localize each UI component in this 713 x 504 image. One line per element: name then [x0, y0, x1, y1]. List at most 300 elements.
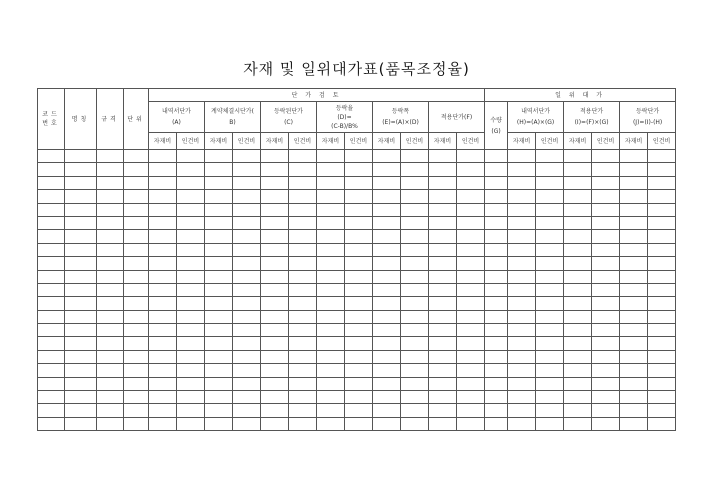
- table-cell[interactable]: [65, 297, 97, 310]
- table-cell[interactable]: [65, 417, 97, 430]
- table-cell[interactable]: [97, 350, 124, 363]
- table-cell[interactable]: [177, 150, 205, 163]
- table-cell[interactable]: [457, 283, 485, 296]
- table-cell[interactable]: [317, 337, 345, 350]
- table-cell[interactable]: [564, 243, 592, 256]
- table-cell[interactable]: [457, 230, 485, 243]
- table-cell[interactable]: [177, 243, 205, 256]
- table-cell[interactable]: [401, 337, 429, 350]
- table-cell[interactable]: [261, 324, 289, 337]
- table-cell[interactable]: [233, 350, 261, 363]
- table-cell[interactable]: [373, 377, 401, 390]
- table-cell[interactable]: [317, 270, 345, 283]
- table-cell[interactable]: [536, 203, 564, 216]
- table-cell[interactable]: [149, 377, 177, 390]
- table-cell[interactable]: [564, 203, 592, 216]
- table-cell[interactable]: [536, 350, 564, 363]
- table-cell[interactable]: [149, 283, 177, 296]
- table-cell[interactable]: [65, 243, 97, 256]
- table-cell[interactable]: [620, 257, 648, 270]
- table-cell[interactable]: [592, 230, 620, 243]
- table-cell[interactable]: [205, 203, 233, 216]
- table-cell[interactable]: [261, 350, 289, 363]
- table-cell[interactable]: [485, 391, 508, 404]
- table-cell[interactable]: [124, 364, 149, 377]
- table-cell[interactable]: [289, 350, 317, 363]
- table-cell[interactable]: [592, 404, 620, 417]
- table-cell[interactable]: [457, 203, 485, 216]
- table-cell[interactable]: [373, 404, 401, 417]
- table-cell[interactable]: [65, 163, 97, 176]
- table-cell[interactable]: [317, 257, 345, 270]
- table-cell[interactable]: [620, 176, 648, 189]
- table-cell[interactable]: [429, 283, 457, 296]
- table-cell[interactable]: [317, 391, 345, 404]
- table-cell[interactable]: [429, 310, 457, 323]
- table-cell[interactable]: [592, 337, 620, 350]
- table-cell[interactable]: [373, 243, 401, 256]
- table-cell[interactable]: [564, 417, 592, 430]
- table-cell[interactable]: [485, 216, 508, 229]
- table-cell[interactable]: [289, 324, 317, 337]
- table-cell[interactable]: [149, 176, 177, 189]
- table-cell[interactable]: [261, 270, 289, 283]
- table-cell[interactable]: [485, 163, 508, 176]
- table-cell[interactable]: [508, 176, 536, 189]
- table-cell[interactable]: [97, 417, 124, 430]
- table-cell[interactable]: [429, 270, 457, 283]
- table-cell[interactable]: [536, 150, 564, 163]
- table-cell[interactable]: [373, 310, 401, 323]
- table-cell[interactable]: [345, 163, 373, 176]
- table-cell[interactable]: [620, 243, 648, 256]
- table-cell[interactable]: [317, 176, 345, 189]
- table-cell[interactable]: [233, 176, 261, 189]
- table-cell[interactable]: [97, 283, 124, 296]
- table-cell[interactable]: [429, 337, 457, 350]
- table-cell[interactable]: [401, 176, 429, 189]
- table-cell[interactable]: [373, 163, 401, 176]
- table-cell[interactable]: [233, 297, 261, 310]
- table-cell[interactable]: [536, 310, 564, 323]
- table-cell[interactable]: [536, 190, 564, 203]
- table-cell[interactable]: [429, 391, 457, 404]
- table-cell[interactable]: [205, 257, 233, 270]
- table-cell[interactable]: [564, 283, 592, 296]
- table-cell[interactable]: [485, 190, 508, 203]
- table-cell[interactable]: [620, 297, 648, 310]
- table-cell[interactable]: [205, 337, 233, 350]
- table-cell[interactable]: [124, 404, 149, 417]
- table-cell[interactable]: [38, 297, 65, 310]
- table-cell[interactable]: [345, 337, 373, 350]
- table-cell[interactable]: [317, 243, 345, 256]
- table-cell[interactable]: [65, 377, 97, 390]
- table-cell[interactable]: [289, 230, 317, 243]
- table-cell[interactable]: [38, 190, 65, 203]
- table-cell[interactable]: [485, 337, 508, 350]
- table-cell[interactable]: [457, 417, 485, 430]
- table-cell[interactable]: [149, 297, 177, 310]
- table-cell[interactable]: [564, 216, 592, 229]
- table-cell[interactable]: [401, 230, 429, 243]
- table-cell[interactable]: [345, 230, 373, 243]
- table-cell[interactable]: [205, 377, 233, 390]
- table-cell[interactable]: [149, 243, 177, 256]
- table-cell[interactable]: [233, 364, 261, 377]
- table-cell[interactable]: [373, 324, 401, 337]
- table-cell[interactable]: [124, 377, 149, 390]
- table-cell[interactable]: [457, 324, 485, 337]
- table-cell[interactable]: [564, 150, 592, 163]
- table-cell[interactable]: [429, 297, 457, 310]
- table-cell[interactable]: [457, 310, 485, 323]
- table-cell[interactable]: [345, 364, 373, 377]
- table-cell[interactable]: [564, 350, 592, 363]
- table-cell[interactable]: [401, 391, 429, 404]
- table-cell[interactable]: [261, 417, 289, 430]
- table-cell[interactable]: [429, 257, 457, 270]
- table-cell[interactable]: [564, 377, 592, 390]
- table-cell[interactable]: [345, 297, 373, 310]
- table-cell[interactable]: [38, 163, 65, 176]
- table-cell[interactable]: [648, 310, 676, 323]
- table-cell[interactable]: [97, 216, 124, 229]
- table-cell[interactable]: [97, 230, 124, 243]
- table-cell[interactable]: [508, 324, 536, 337]
- table-cell[interactable]: [648, 243, 676, 256]
- table-cell[interactable]: [205, 404, 233, 417]
- table-cell[interactable]: [508, 257, 536, 270]
- table-cell[interactable]: [485, 310, 508, 323]
- table-cell[interactable]: [345, 257, 373, 270]
- table-cell[interactable]: [508, 350, 536, 363]
- table-cell[interactable]: [177, 297, 205, 310]
- table-cell[interactable]: [620, 350, 648, 363]
- table-cell[interactable]: [429, 417, 457, 430]
- table-cell[interactable]: [345, 350, 373, 363]
- table-cell[interactable]: [65, 283, 97, 296]
- table-cell[interactable]: [149, 364, 177, 377]
- table-cell[interactable]: [177, 364, 205, 377]
- table-cell[interactable]: [289, 364, 317, 377]
- table-cell[interactable]: [233, 377, 261, 390]
- table-cell[interactable]: [289, 270, 317, 283]
- table-cell[interactable]: [65, 257, 97, 270]
- table-cell[interactable]: [261, 283, 289, 296]
- table-cell[interactable]: [205, 190, 233, 203]
- table-cell[interactable]: [38, 230, 65, 243]
- table-cell[interactable]: [261, 297, 289, 310]
- table-cell[interactable]: [124, 230, 149, 243]
- table-cell[interactable]: [457, 364, 485, 377]
- table-cell[interactable]: [317, 163, 345, 176]
- table-cell[interactable]: [345, 324, 373, 337]
- table-cell[interactable]: [289, 203, 317, 216]
- table-cell[interactable]: [97, 176, 124, 189]
- table-cell[interactable]: [345, 391, 373, 404]
- table-cell[interactable]: [65, 337, 97, 350]
- table-cell[interactable]: [205, 324, 233, 337]
- table-cell[interactable]: [457, 297, 485, 310]
- table-cell[interactable]: [373, 417, 401, 430]
- table-cell[interactable]: [648, 364, 676, 377]
- table-cell[interactable]: [65, 350, 97, 363]
- table-cell[interactable]: [289, 417, 317, 430]
- table-cell[interactable]: [233, 270, 261, 283]
- table-cell[interactable]: [345, 190, 373, 203]
- table-cell[interactable]: [620, 163, 648, 176]
- table-cell[interactable]: [648, 283, 676, 296]
- table-cell[interactable]: [38, 310, 65, 323]
- table-cell[interactable]: [289, 283, 317, 296]
- table-cell[interactable]: [289, 377, 317, 390]
- table-cell[interactable]: [401, 350, 429, 363]
- table-cell[interactable]: [124, 417, 149, 430]
- table-cell[interactable]: [564, 163, 592, 176]
- table-cell[interactable]: [97, 270, 124, 283]
- table-cell[interactable]: [508, 163, 536, 176]
- table-cell[interactable]: [485, 364, 508, 377]
- table-cell[interactable]: [564, 257, 592, 270]
- table-cell[interactable]: [592, 377, 620, 390]
- table-cell[interactable]: [317, 216, 345, 229]
- table-cell[interactable]: [429, 324, 457, 337]
- table-cell[interactable]: [373, 337, 401, 350]
- table-cell[interactable]: [261, 364, 289, 377]
- table-cell[interactable]: [177, 350, 205, 363]
- table-cell[interactable]: [401, 150, 429, 163]
- table-cell[interactable]: [485, 150, 508, 163]
- table-cell[interactable]: [317, 377, 345, 390]
- table-cell[interactable]: [620, 216, 648, 229]
- table-cell[interactable]: [485, 283, 508, 296]
- table-cell[interactable]: [97, 377, 124, 390]
- table-cell[interactable]: [65, 310, 97, 323]
- table-cell[interactable]: [620, 270, 648, 283]
- table-cell[interactable]: [648, 150, 676, 163]
- table-cell[interactable]: [457, 270, 485, 283]
- table-cell[interactable]: [261, 176, 289, 189]
- table-cell[interactable]: [317, 417, 345, 430]
- table-cell[interactable]: [345, 270, 373, 283]
- table-cell[interactable]: [177, 337, 205, 350]
- table-cell[interactable]: [508, 310, 536, 323]
- table-cell[interactable]: [233, 283, 261, 296]
- table-cell[interactable]: [485, 230, 508, 243]
- table-cell[interactable]: [620, 203, 648, 216]
- table-cell[interactable]: [564, 176, 592, 189]
- table-cell[interactable]: [564, 297, 592, 310]
- table-cell[interactable]: [429, 163, 457, 176]
- table-cell[interactable]: [38, 337, 65, 350]
- table-cell[interactable]: [97, 203, 124, 216]
- table-cell[interactable]: [177, 230, 205, 243]
- table-cell[interactable]: [485, 297, 508, 310]
- table-cell[interactable]: [592, 391, 620, 404]
- table-cell[interactable]: [124, 150, 149, 163]
- table-cell[interactable]: [177, 163, 205, 176]
- table-cell[interactable]: [401, 417, 429, 430]
- table-cell[interactable]: [233, 216, 261, 229]
- table-cell[interactable]: [620, 310, 648, 323]
- table-cell[interactable]: [564, 190, 592, 203]
- table-cell[interactable]: [289, 150, 317, 163]
- table-cell[interactable]: [177, 404, 205, 417]
- table-cell[interactable]: [149, 257, 177, 270]
- table-cell[interactable]: [97, 310, 124, 323]
- table-cell[interactable]: [373, 176, 401, 189]
- table-cell[interactable]: [205, 297, 233, 310]
- table-cell[interactable]: [536, 257, 564, 270]
- table-cell[interactable]: [485, 176, 508, 189]
- table-cell[interactable]: [536, 283, 564, 296]
- table-cell[interactable]: [38, 150, 65, 163]
- table-cell[interactable]: [508, 150, 536, 163]
- table-cell[interactable]: [457, 337, 485, 350]
- table-cell[interactable]: [401, 297, 429, 310]
- table-cell[interactable]: [536, 417, 564, 430]
- table-cell[interactable]: [124, 283, 149, 296]
- table-cell[interactable]: [620, 230, 648, 243]
- table-cell[interactable]: [345, 150, 373, 163]
- table-cell[interactable]: [592, 417, 620, 430]
- table-cell[interactable]: [457, 176, 485, 189]
- table-cell[interactable]: [485, 243, 508, 256]
- table-cell[interactable]: [177, 391, 205, 404]
- table-cell[interactable]: [317, 203, 345, 216]
- table-cell[interactable]: [345, 283, 373, 296]
- table-cell[interactable]: [457, 150, 485, 163]
- table-cell[interactable]: [233, 310, 261, 323]
- table-cell[interactable]: [233, 203, 261, 216]
- table-cell[interactable]: [97, 163, 124, 176]
- table-cell[interactable]: [124, 350, 149, 363]
- table-cell[interactable]: [648, 377, 676, 390]
- table-cell[interactable]: [345, 417, 373, 430]
- table-cell[interactable]: [317, 350, 345, 363]
- table-cell[interactable]: [508, 377, 536, 390]
- table-cell[interactable]: [261, 216, 289, 229]
- table-cell[interactable]: [149, 163, 177, 176]
- table-cell[interactable]: [564, 337, 592, 350]
- table-cell[interactable]: [508, 216, 536, 229]
- table-cell[interactable]: [508, 190, 536, 203]
- table-cell[interactable]: [261, 150, 289, 163]
- table-cell[interactable]: [373, 391, 401, 404]
- table-cell[interactable]: [149, 216, 177, 229]
- table-cell[interactable]: [317, 297, 345, 310]
- table-cell[interactable]: [205, 150, 233, 163]
- table-cell[interactable]: [457, 257, 485, 270]
- table-cell[interactable]: [508, 364, 536, 377]
- table-cell[interactable]: [177, 310, 205, 323]
- table-cell[interactable]: [620, 417, 648, 430]
- table-cell[interactable]: [205, 350, 233, 363]
- table-cell[interactable]: [345, 176, 373, 189]
- table-cell[interactable]: [177, 257, 205, 270]
- table-cell[interactable]: [233, 391, 261, 404]
- table-cell[interactable]: [261, 243, 289, 256]
- table-cell[interactable]: [233, 417, 261, 430]
- table-cell[interactable]: [124, 310, 149, 323]
- table-cell[interactable]: [317, 283, 345, 296]
- table-cell[interactable]: [485, 417, 508, 430]
- table-cell[interactable]: [177, 176, 205, 189]
- table-cell[interactable]: [536, 364, 564, 377]
- table-cell[interactable]: [205, 243, 233, 256]
- table-cell[interactable]: [149, 203, 177, 216]
- table-cell[interactable]: [592, 364, 620, 377]
- table-cell[interactable]: [205, 283, 233, 296]
- table-cell[interactable]: [429, 203, 457, 216]
- table-cell[interactable]: [289, 216, 317, 229]
- table-cell[interactable]: [38, 404, 65, 417]
- table-cell[interactable]: [205, 310, 233, 323]
- table-cell[interactable]: [233, 190, 261, 203]
- table-cell[interactable]: [485, 404, 508, 417]
- table-cell[interactable]: [592, 150, 620, 163]
- table-cell[interactable]: [261, 190, 289, 203]
- table-cell[interactable]: [149, 310, 177, 323]
- table-cell[interactable]: [149, 404, 177, 417]
- table-cell[interactable]: [648, 337, 676, 350]
- table-cell[interactable]: [592, 243, 620, 256]
- table-cell[interactable]: [648, 270, 676, 283]
- table-cell[interactable]: [648, 350, 676, 363]
- table-cell[interactable]: [149, 230, 177, 243]
- table-cell[interactable]: [38, 283, 65, 296]
- table-cell[interactable]: [648, 190, 676, 203]
- table-cell[interactable]: [508, 243, 536, 256]
- table-cell[interactable]: [289, 391, 317, 404]
- table-cell[interactable]: [317, 150, 345, 163]
- table-cell[interactable]: [149, 391, 177, 404]
- table-cell[interactable]: [65, 270, 97, 283]
- table-cell[interactable]: [373, 350, 401, 363]
- table-cell[interactable]: [38, 350, 65, 363]
- table-cell[interactable]: [648, 203, 676, 216]
- table-cell[interactable]: [536, 176, 564, 189]
- table-cell[interactable]: [124, 297, 149, 310]
- table-cell[interactable]: [648, 257, 676, 270]
- table-cell[interactable]: [508, 417, 536, 430]
- table-cell[interactable]: [536, 270, 564, 283]
- table-cell[interactable]: [233, 404, 261, 417]
- table-cell[interactable]: [485, 377, 508, 390]
- table-cell[interactable]: [429, 350, 457, 363]
- table-cell[interactable]: [536, 216, 564, 229]
- table-cell[interactable]: [401, 216, 429, 229]
- table-cell[interactable]: [177, 377, 205, 390]
- table-cell[interactable]: [457, 163, 485, 176]
- table-cell[interactable]: [592, 324, 620, 337]
- table-cell[interactable]: [233, 163, 261, 176]
- table-cell[interactable]: [205, 391, 233, 404]
- table-cell[interactable]: [536, 230, 564, 243]
- table-cell[interactable]: [564, 270, 592, 283]
- table-cell[interactable]: [261, 377, 289, 390]
- table-cell[interactable]: [429, 190, 457, 203]
- table-cell[interactable]: [345, 377, 373, 390]
- table-cell[interactable]: [65, 190, 97, 203]
- table-cell[interactable]: [508, 283, 536, 296]
- table-cell[interactable]: [289, 310, 317, 323]
- table-cell[interactable]: [317, 230, 345, 243]
- table-cell[interactable]: [648, 176, 676, 189]
- table-cell[interactable]: [429, 243, 457, 256]
- table-cell[interactable]: [429, 377, 457, 390]
